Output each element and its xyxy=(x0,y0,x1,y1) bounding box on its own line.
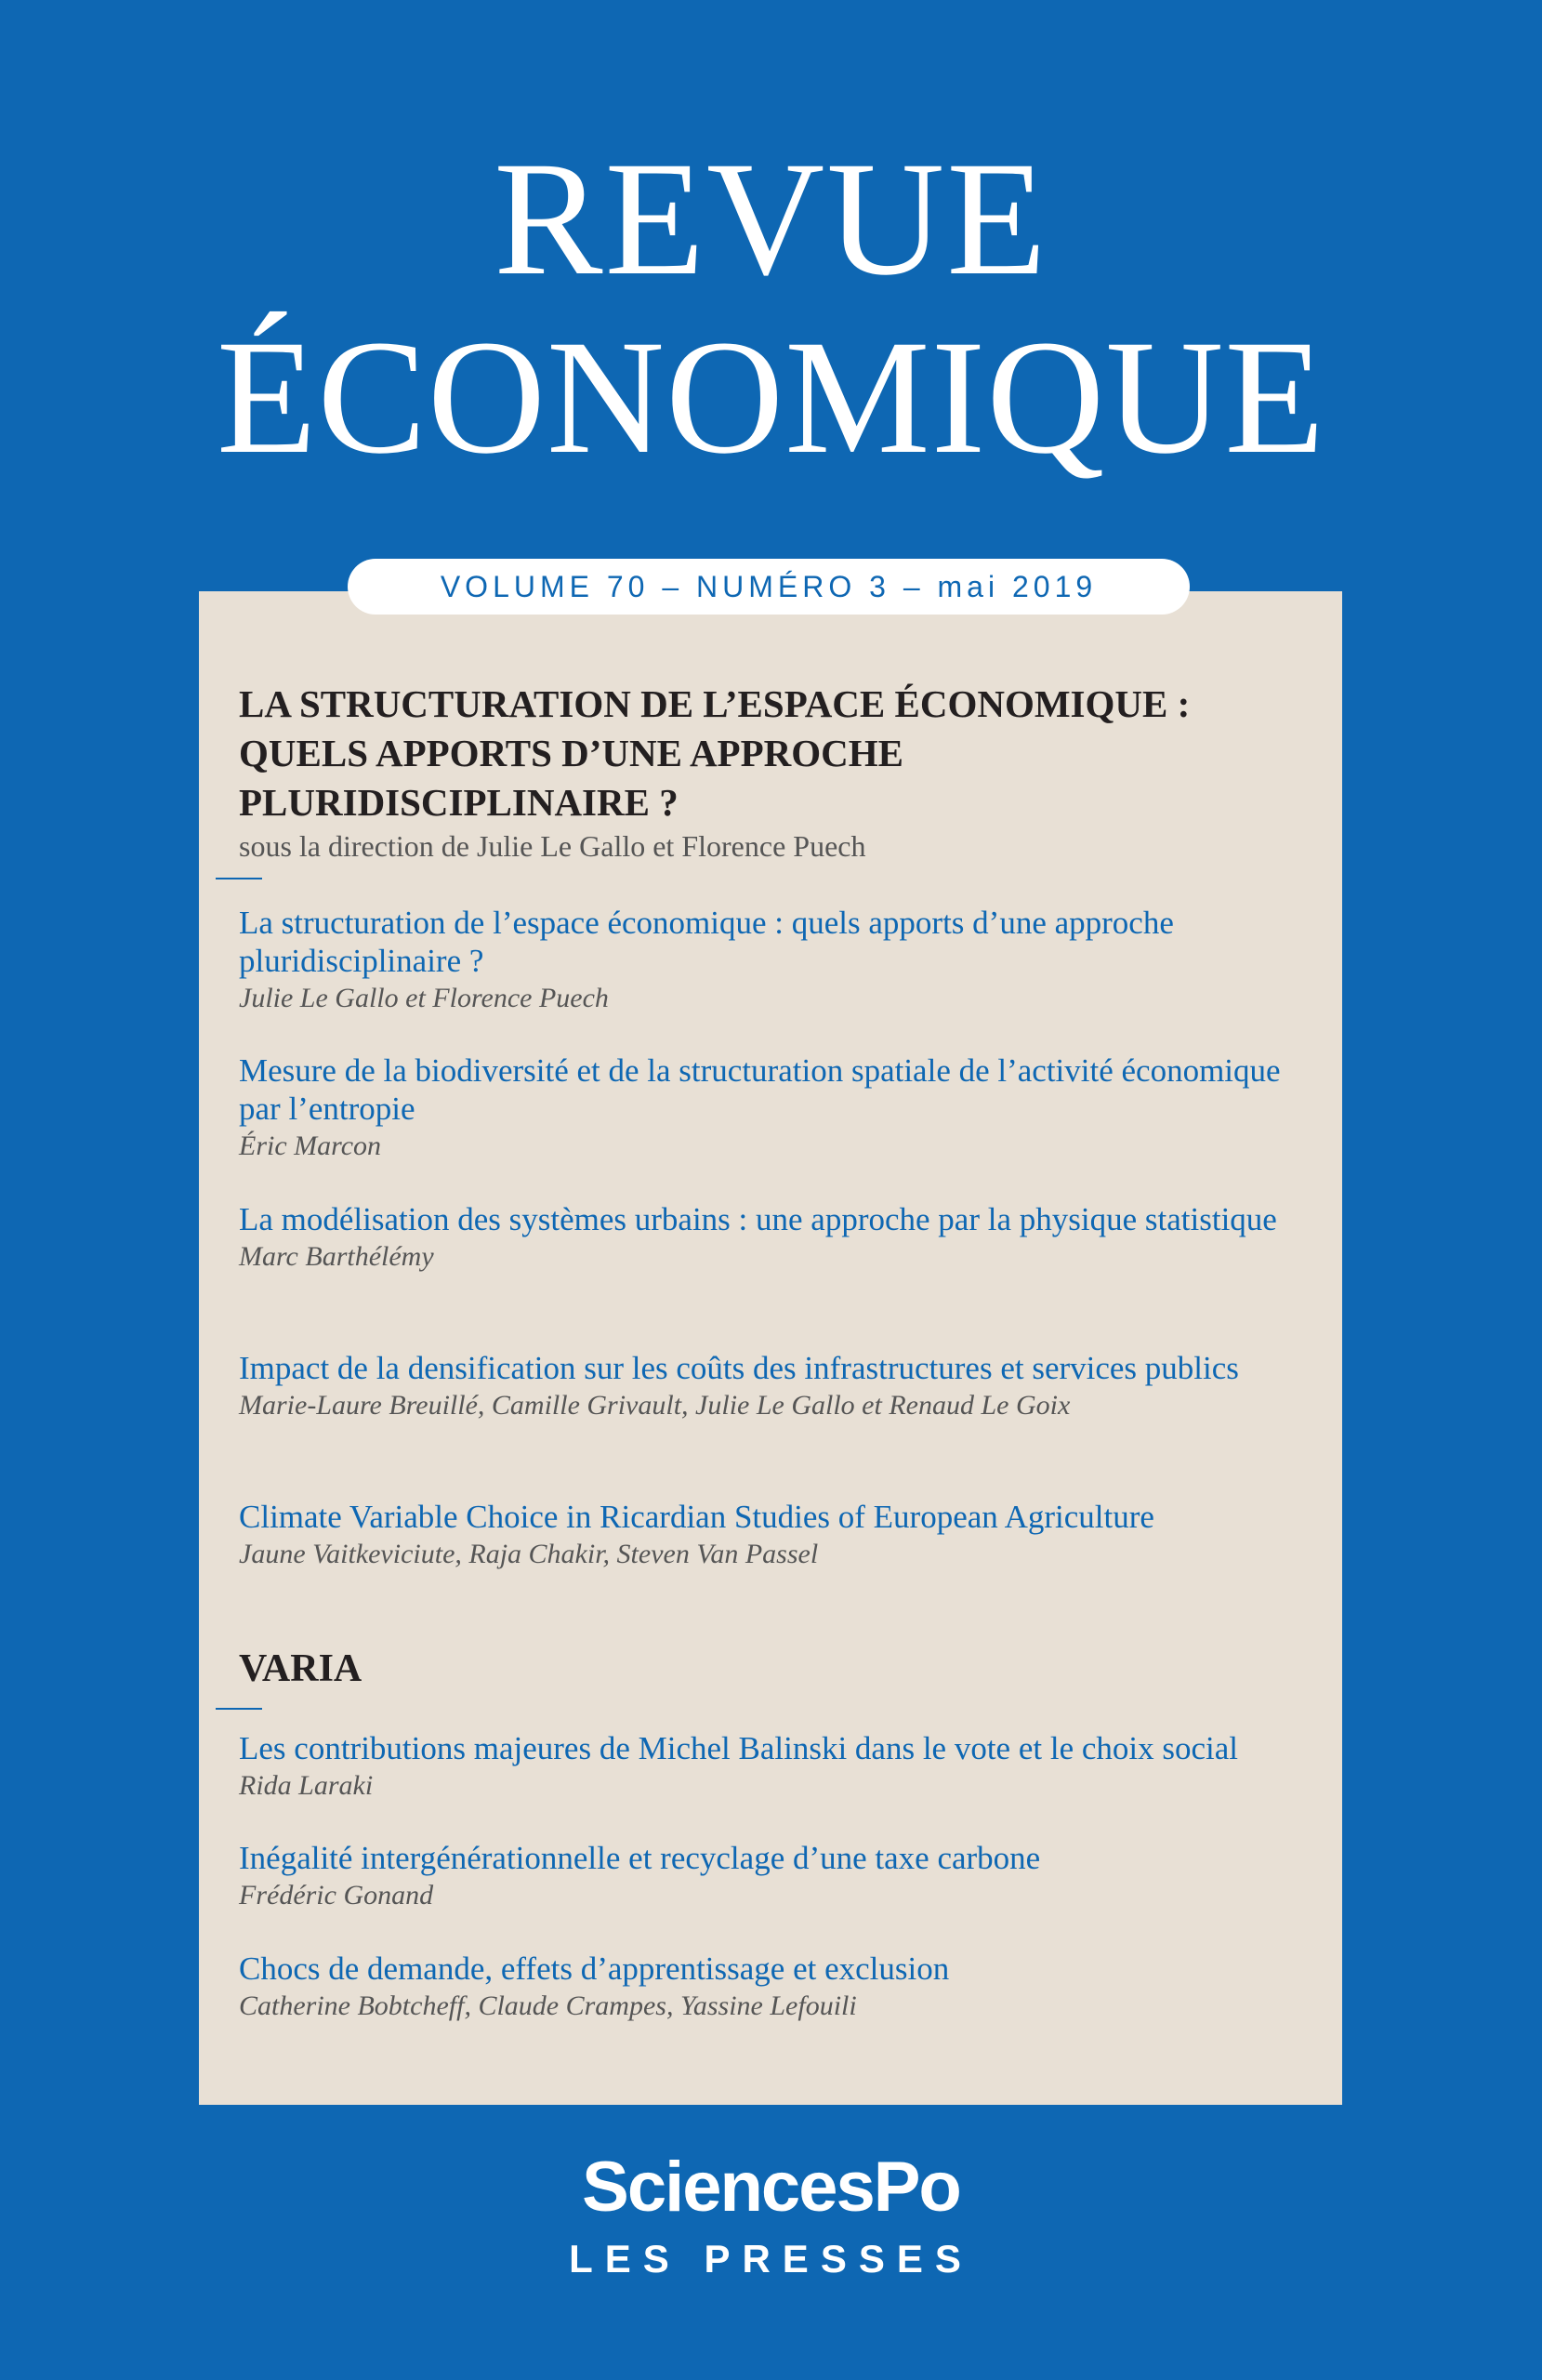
article-authors: Jaune Vaitkeviciute, Raja Chakir, Steven Van Passel xyxy=(239,1539,819,1569)
article-title: Inégalité intergénérationnelle et recyclage d’une taxe carbone xyxy=(239,1840,1041,1876)
article-authors: Julie Le Gallo et Florence Puech xyxy=(239,983,609,1013)
dossier-title: LA STRUCTURATION DE L’ESPACE ÉCONOMIQUE : QUELS APPORTS D’UNE APPROCHE PLURIDISCIPLINAIRE ? xyxy=(239,682,1191,824)
article-authors: Éric Marcon xyxy=(239,1130,382,1161)
article-title: La structuration de l’espace économique : quels apports d’une approche pluridisciplinaire ? xyxy=(239,905,1174,979)
article-authors: Marc Barthélémy xyxy=(239,1241,434,1272)
masthead-line-1: REVUE xyxy=(494,128,1048,310)
dossier-subtitle: sous la direction de Julie Le Gallo et Florence Puech xyxy=(239,829,866,863)
article-authors: Rida Laraki xyxy=(239,1770,374,1801)
issue-badge xyxy=(348,559,1190,615)
article-entry[interactable] xyxy=(239,1729,1308,1805)
publisher-logo: SciencesPo xyxy=(582,2148,960,2227)
article-title: Impact de la densification sur les coûts des infrastructures et services publics xyxy=(239,1350,1239,1386)
article-entry[interactable] xyxy=(239,1839,1308,1914)
publisher-subtitle: LES PRESSES xyxy=(569,2237,973,2281)
article-title: Les contributions majeures de Michel Balinski dans le vote et le choix social xyxy=(239,1730,1239,1766)
dossier-header xyxy=(239,680,1308,865)
article-authors: Catherine Bobtcheff, Claude Crampes, Yassine Lefouili xyxy=(239,1990,857,2021)
article-entry[interactable] xyxy=(239,1950,1308,2025)
section-divider xyxy=(216,1708,262,1710)
article-entry[interactable] xyxy=(239,904,1308,1017)
issue-label: VOLUME 70 – NUMÉRO 3 – mai 2019 xyxy=(440,569,1098,603)
article-authors: Marie-Laure Breuillé, Camille Grivault, Julie Le Gallo et Renaud Le Goix xyxy=(239,1390,1071,1421)
varia-header xyxy=(239,1646,1308,1692)
article-title: Mesure de la biodiversité et de la structuration spatiale de l’activité économique par l’entropie xyxy=(239,1052,1281,1127)
masthead-line-2: ÉCONOMIQUE xyxy=(216,307,1325,488)
article-entry[interactable] xyxy=(239,1200,1308,1276)
article-title: Climate Variable Choice in Ricardian Studies of European Agriculture xyxy=(239,1499,1154,1535)
article-entry[interactable] xyxy=(239,1051,1308,1165)
varia-heading: VARIA xyxy=(239,1647,362,1690)
article-authors: Frédéric Gonand xyxy=(239,1880,434,1911)
article-title: Chocs de demande, effets d’apprentissage et exclusion xyxy=(239,1950,950,1987)
section-divider xyxy=(216,878,262,879)
article-entry[interactable] xyxy=(239,1349,1308,1424)
article-title: La modélisation des systèmes urbains : une approche par la physique statistique xyxy=(239,1201,1277,1237)
article-entry[interactable] xyxy=(239,1498,1308,1573)
